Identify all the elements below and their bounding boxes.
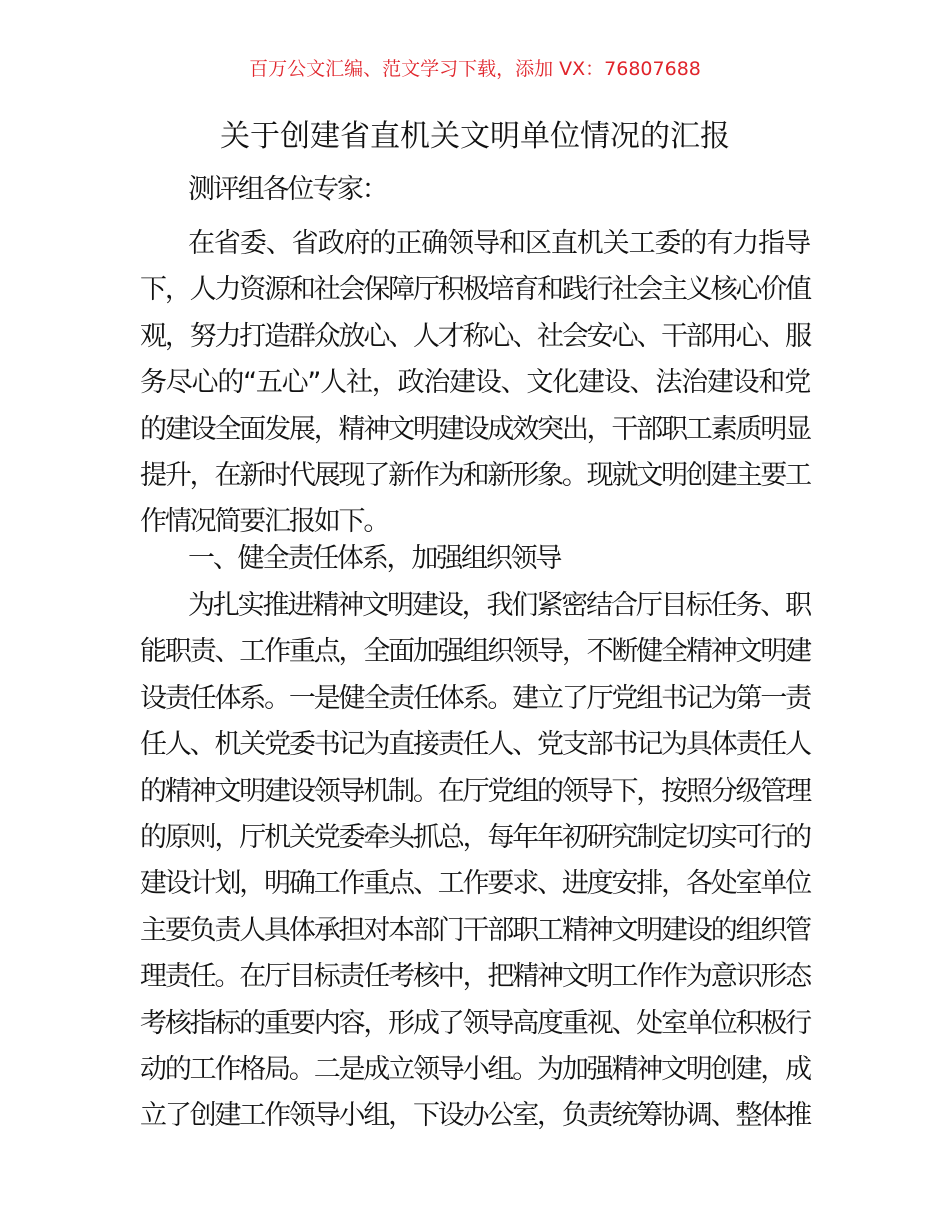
document-title: 关于创建省直机关文明单位情况的汇报 xyxy=(220,119,730,154)
paragraph-line: 考核指标的重要内容，形成了领导高度重视、处室单位积极行 xyxy=(140,1007,810,1039)
paragraph-line: 在省委、省政府的正确领导和区直机关工委的有力指导 xyxy=(188,228,810,259)
paragraph-line: 作情况简要汇报如下。 xyxy=(140,506,389,538)
paragraph-line: 的精神文明建设领导机制。在厅党组的领导下，按照分级管理 xyxy=(140,775,810,807)
paragraph-line: 设责任体系。一是健全责任体系。建立了厅党组书记为第一责 xyxy=(140,682,810,714)
paragraph-line: 提升，在新时代展现了新作为和新形象。现就文明创建主要工 xyxy=(140,460,810,491)
paragraph-line: 下，人力资源和社会保障厅积极培育和践行社会主义核心价值 xyxy=(140,274,810,306)
paragraph-line: 任人、机关党委书记为直接责任人、党支部书记为具体责任人 xyxy=(140,729,810,761)
paragraph-line: 立了创建工作领导小组，下设办公室，负责统筹协调、整体推 xyxy=(140,1100,810,1132)
paragraph-line: 动的工作格局。二是成立领导小组。为加强精神文明创建，成 xyxy=(140,1054,810,1085)
paragraph-line: 务尽心的“五心”人社，政治建设、文化建设、法治建设和党 xyxy=(140,367,810,399)
paragraph-line: 观，努力打造群众放心、人才称心、社会安心、干部用心、服 xyxy=(140,320,810,352)
watermark-header: 百万公文汇编、范文学习下载，添加 VX：76807688 xyxy=(249,58,701,80)
paragraph-line: 能职责、工作重点，全面加强组织领导，不断健全精神文明建 xyxy=(140,636,810,668)
paragraph-line: 主要负责人具体承担对本部门干部职工精神文明建设的组织管 xyxy=(140,914,810,946)
paragraph-line: 理责任。在厅目标责任考核中，把精神文明工作作为意识形态 xyxy=(140,961,810,993)
section-heading-1: 一、健全责任体系，加强组织领导 xyxy=(188,543,561,574)
paragraph-line: 的建设全面发展，精神文明建设成效突出，干部职工素质明显 xyxy=(140,413,810,445)
paragraph-line: 为扎实推进精神文明建设，我们紧密结合厅目标任务、职 xyxy=(188,590,810,621)
paragraph-line: 的原则，厅机关党委牵头抓总，每年年初研究制定切实可行的 xyxy=(140,822,810,853)
greeting: 测评组各位专家： xyxy=(188,174,387,205)
paragraph-line: 建设计划，明确工作重点、工作要求、进度安排，各处室单位 xyxy=(140,868,810,900)
